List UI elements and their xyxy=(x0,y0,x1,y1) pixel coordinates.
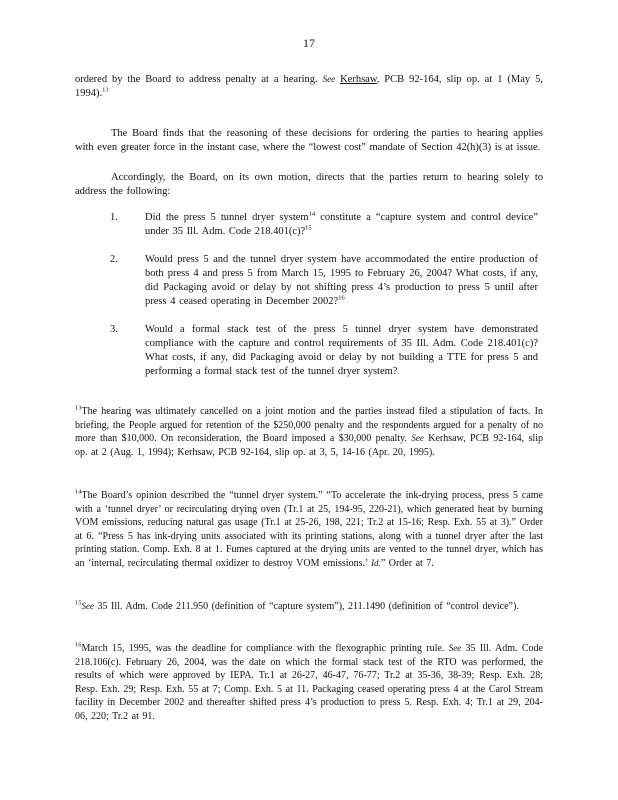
list-number: 3. xyxy=(110,324,118,335)
page-number: 17 xyxy=(303,36,315,50)
footnote-text: The Board’s opinion described the “tunnel dryer system.” “To accelerate the ink-drying process, press 5 came with a ‘tunnel dryer’ or recirculating drying oven (Tr.1 at 25, 194-95, 220-21), which generated heat by burning VOM emissions, reducing natural gas usage (Tr.1 at 25-26, 198, 221; Tr.2 at 15-16; Resp. Exh. 55 at 3).” Order at 6. “Press 5 has ink-drying units associated with its printing stations, along with a tunnel dryer after the last printing station. Comp. Exh. 8 at 1. Fumes captured at the drying units are vented to the tunnel dryer, which has an ‘internal, recirculating thermal oxidizer to destroy VOM emissions.’ xyxy=(75,490,543,569)
footnote-13 xyxy=(75,405,543,459)
case-name: Kerhsaw xyxy=(340,74,377,85)
footnote-16 xyxy=(75,642,543,723)
footnote-14 xyxy=(75,489,543,570)
footnote-ref: 14 xyxy=(308,210,316,218)
footnote-ref: 15 xyxy=(305,224,312,232)
list-text: Would a formal stack test of the press 5 tunnel dryer system have demonstrated compliance with the capture and control requirements of 35 Ill. Adm. Code 218.401(c)? What costs, if any, did Packaging avoid or delay by not building a TTE for press 5 and performing a formal stack test of the tunnel dryer system? xyxy=(145,324,538,377)
item-text: Did the press 5 tunnel dryer system xyxy=(145,212,309,223)
footnote-ref: 13 xyxy=(102,86,109,94)
item-text: constitute a “capture system and control device” under 35 Ill. Adm. Code 218.401(c)? xyxy=(145,212,538,237)
paragraph-text: ordered by the Board to address penalty at a hearing. xyxy=(75,74,318,85)
footnote-15 xyxy=(75,600,543,614)
footnote-number: 16 xyxy=(75,641,82,649)
list-number: 1. xyxy=(110,212,118,223)
item-text: Would press 5 and the tunnel dryer system have accommodated the entire production of both press 4 and press 5 from March 15, 1995 to February 26, 2004? What costs, if any, did Packaging avoid or delay by not shifting press 4’s production to press 5 until after press 4 ceased operating in December 2002? xyxy=(145,254,538,307)
list-number: 2. xyxy=(110,254,118,265)
citation-text: , PCB 92-164, slip op. at 1 (May 5, 1994). xyxy=(75,74,544,99)
paragraph-penalty-hearing xyxy=(75,72,543,101)
footnote-text: ” Order at 7. xyxy=(380,557,434,569)
citation-id: Id. xyxy=(371,557,381,568)
footnote-ref: 16 xyxy=(338,294,345,302)
footnote-number: 15 xyxy=(75,599,82,607)
footnote-text: 35 Ill. Adm. Code 211.950 (definition of “capture system”), 211.1490 (definition of “control device”). xyxy=(97,601,519,612)
footnote-text: The hearing was ultimately cancelled on a joint motion and the parties instead filed a stipulation of facts. In briefing, the People argued for retention of the $250,000 penalty and the respondents argued for a penalty of no more than $10,000. On reconsideration, the Board imposed a $30,000 penalty. xyxy=(75,406,543,444)
citation-signal: See xyxy=(81,601,94,611)
list-text xyxy=(145,211,538,239)
footnote-text: March 15, 1995, was the deadline for compliance with the flexographic printing rule. xyxy=(81,643,445,654)
citation-signal: See xyxy=(411,433,424,443)
footnote-number: 14 xyxy=(75,488,82,496)
citation-signal: See xyxy=(448,643,462,653)
citation-signal: See xyxy=(322,74,336,84)
list-text xyxy=(145,253,538,309)
paragraph-directive: Accordingly, the Board, on its own motion, directs that the parties return to hearing solely to address the following: xyxy=(75,172,543,197)
paragraph-reasoning: The Board finds that the reasoning of these decisions for ordering the parties to hearing applies with even greater force in the instant case, where the “lowest cost” mandate of Section 42(h)(3) is at issue. xyxy=(75,128,543,153)
footnote-text: Kerhsaw, PCB 92-164, slip op. at 2 (Aug. 1, 1994); Kerhsaw, PCB 92-164, slip op. at 3, 5, 14-16 (Apr. 20, 1995). xyxy=(75,433,544,458)
footnote-number: 13 xyxy=(75,404,82,412)
footnote-text: 35 Ill. Adm. Code 218.106(c). February 26, 2004, was the date on which the formal stack test of the RTO was performed, the results of which were approved by IEPA. Tr.1 at 26-27, 46-47, 76-77; Tr.2 at 35-36, 38-39; Resp. Exh. 28; Resp. Exh. 29; Resp. Exh. 55 at 7; Comp. Exh. 5 at 11. Packaging ceased operating press 4 at the Carol Stream facility in December 2002 and thereafter shifted press 4’s production to press 5. Resp. Exh. 4; Tr.1 at 29, 204-06, 220; Tr.2 at 91. xyxy=(75,643,544,722)
